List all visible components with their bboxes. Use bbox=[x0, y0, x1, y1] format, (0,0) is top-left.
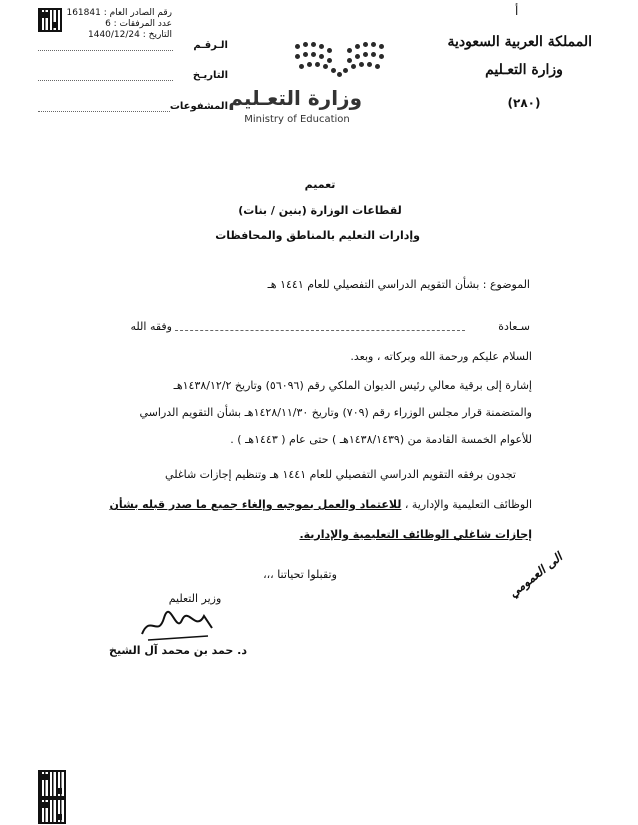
qr-code-icon bbox=[38, 798, 66, 824]
number-line bbox=[38, 50, 173, 51]
paragraph1-line3: للأعوام الخمسة القادمة من (١٤٣٨/١٤٣٩هـ ) حتى عام ( ١٤٤٣هـ ) . bbox=[230, 433, 532, 446]
ministry-name: وزارة التعـليم bbox=[485, 62, 563, 78]
ministry-logo-icon bbox=[295, 42, 385, 78]
logo-arabic-text: وزارة التعـليم bbox=[228, 86, 362, 110]
number-label: الـرقـم bbox=[193, 40, 228, 51]
to-directorates: وإدارات التعليم بالمناطق والمحافظات bbox=[215, 229, 420, 242]
paragraph1-line1: إشارة إلى برقية معالي رئيس الديوان الملكي رقم (٥٦٠٩٦) وتاريخ ١٤٣٨/١٢/٢هـ bbox=[173, 379, 532, 392]
attachments-line bbox=[38, 111, 170, 112]
closing-line: وتقبلوا تحياتنا ،،، bbox=[263, 568, 337, 581]
salutation-blessing: وفقه الله bbox=[130, 320, 172, 333]
paragraph1-line2: والمتضمنة قرار مجلس الوزراء رقم (٧٠٩) وتاريخ ١٤٢٨/١١/٣٠هـ بشأن التقويم الدراسي bbox=[139, 406, 532, 419]
date-label: التاريـخ bbox=[192, 70, 228, 81]
signature-name: د. حمد بن محمد آل الشيخ bbox=[109, 644, 247, 657]
attachments-label: المشفوعات bbox=[169, 101, 228, 112]
margin-note: الى العمومي bbox=[506, 549, 565, 601]
paragraph2-line2-normal: الوظائف التعليمية والإدارية ، bbox=[404, 498, 532, 511]
qr-code-icon bbox=[38, 8, 62, 32]
meta-general-no: رقم الصادر العام : 161841 bbox=[66, 8, 172, 18]
paragraph2-line2-emphasis: للاعتماد والعمل بموجبه وإلغاء جميع ما صدر قبله بشأن bbox=[109, 498, 402, 511]
date-line bbox=[38, 80, 173, 81]
qr-code-icon bbox=[38, 770, 66, 798]
logo-english-text: Ministry of Education bbox=[244, 114, 350, 125]
paragraph2-line1: تجدون برفقه التقويم الدراسي التفصيلي للعام ١٤٤١ هـ وتنظيم إجازات شاغلي bbox=[165, 468, 516, 481]
kingdom-name: المملكة العربية السعودية bbox=[447, 34, 592, 50]
signature-title: وزير التعليم bbox=[168, 592, 222, 605]
greeting-line: السلام عليكم ورحمة الله وبركاته ، وبعد. bbox=[350, 350, 532, 363]
document-meta bbox=[68, 8, 172, 41]
meta-date: التاريخ : 1440/12/24 bbox=[88, 30, 172, 40]
paragraph2-line2 bbox=[100, 498, 532, 511]
circular-title: تعميم bbox=[304, 178, 336, 191]
ministry-code: (٢٨٠) bbox=[507, 96, 541, 110]
salutation-dear: سـعادة bbox=[498, 320, 530, 333]
recipient-line bbox=[175, 330, 465, 331]
corner-mark: أ bbox=[515, 4, 519, 18]
signature-scribble-icon bbox=[138, 604, 218, 644]
paragraph2-line3: إجازات شاغلي الوظائف التعليمية والإدارية. bbox=[299, 528, 532, 541]
to-sectors: لقطاعات الوزارة (بنين / بنات) bbox=[238, 204, 402, 217]
subject-line: الموضوع : بشأن التقويم الدراسي التفصيلي للعام ١٤٤١ هـ bbox=[267, 278, 530, 291]
meta-attachments: عدد المرفقات : 6 bbox=[105, 19, 172, 29]
